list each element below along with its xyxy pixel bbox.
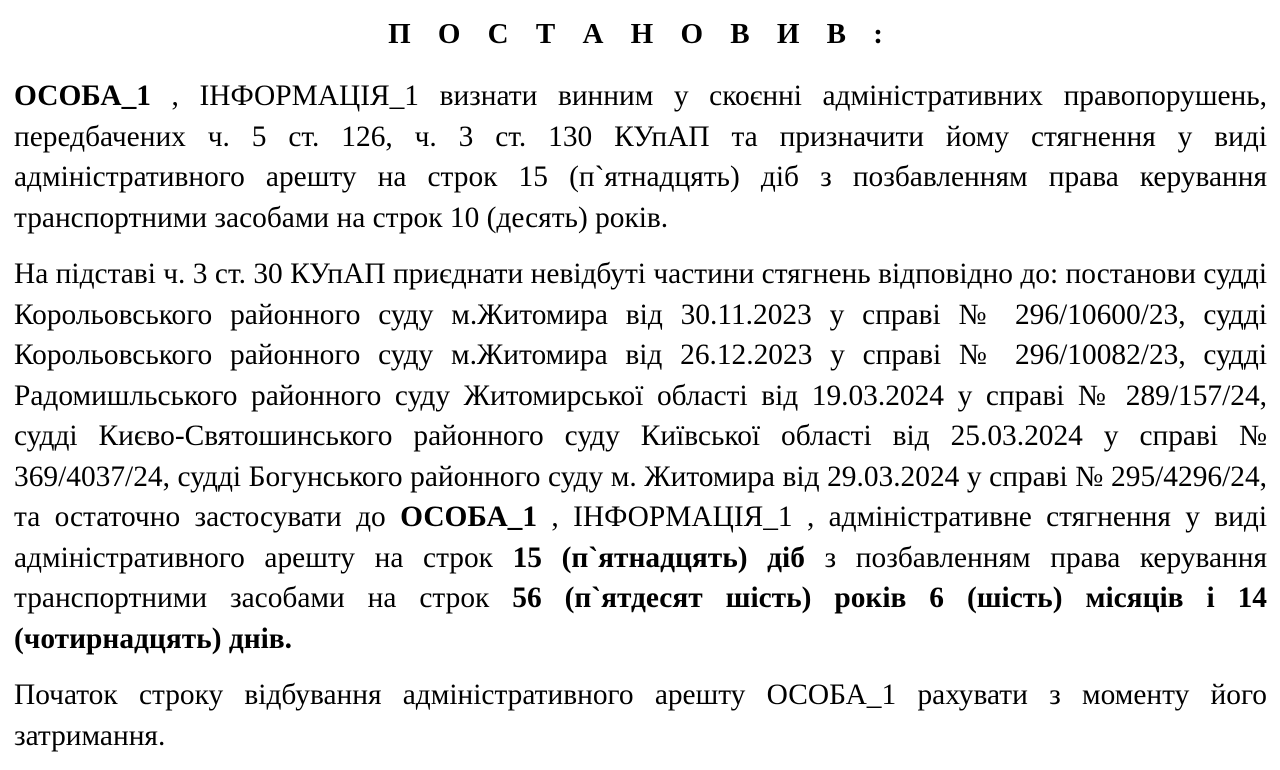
merge-penalties-paragraph	[14, 254, 1267, 659]
license-term-bold: 56 (п`ятдесят шість) років 6 (шість) місяців і 14 (чотирнадцять) днів.	[14, 582, 1267, 655]
arrest-start-paragraph: Початок строку відбування адміністративного арешту ОСОБА_1 рахувати з моменту його затримання.	[14, 679, 1267, 752]
merge-text-a: На підставі ч. 3 ст. 30 КУпАП приєднати невідбуті частини стягнень відповідно до: постанови судді Корольовського районного суду м.Житомира від 30.11.2023 у справі № 296/10600/23, судді Корольовського районного суду м.Житомира від 26.12.2023 у справі № 296/10082/23, судді Радомишльського районного суду Житомирської області від 19.03.2024 у справі № 289/157/24, судді Києво-Святошинського районного суду Київської області від 25.03.2024 у справі № 369/4037/24, судді Богунського районного суду м. Житомира від 29.03.2024 у справі № 295/4296/24, та остаточно застосувати до	[14, 258, 1267, 533]
court-ruling-page	[14, 14, 1267, 756]
verdict-paragraph	[14, 76, 1267, 238]
merge-text-b: , ІНФОРМАЦІЯ_1 , адміністративне стягнення у виді адміністративного арешту на строк	[14, 501, 1267, 574]
merge-text-c: з позбавленням права керування транспортними засобами на строк	[14, 541, 1267, 614]
arrest-term-bold: 15 (п`ятнадцять) діб	[512, 541, 805, 574]
ruling-heading: П О С Т А Н О В И В :	[388, 18, 893, 50]
person-name-bold: ОСОБА_1	[400, 501, 538, 533]
verdict-text: , ІНФОРМАЦІЯ_1 визнати винним у скоєнні адміністративних правопорушень, передбачених ч. 5 ст. 126, ч. 3 ст. 130 КУпАП та призначити йому стягнення у виді адміністративного арешту на строк 15 (п`ятнадцять) діб з позбавленням права керування транспортними засобами на строк 10 (десять) років.	[14, 80, 1267, 234]
person-name-bold: ОСОБА_1	[14, 80, 151, 112]
